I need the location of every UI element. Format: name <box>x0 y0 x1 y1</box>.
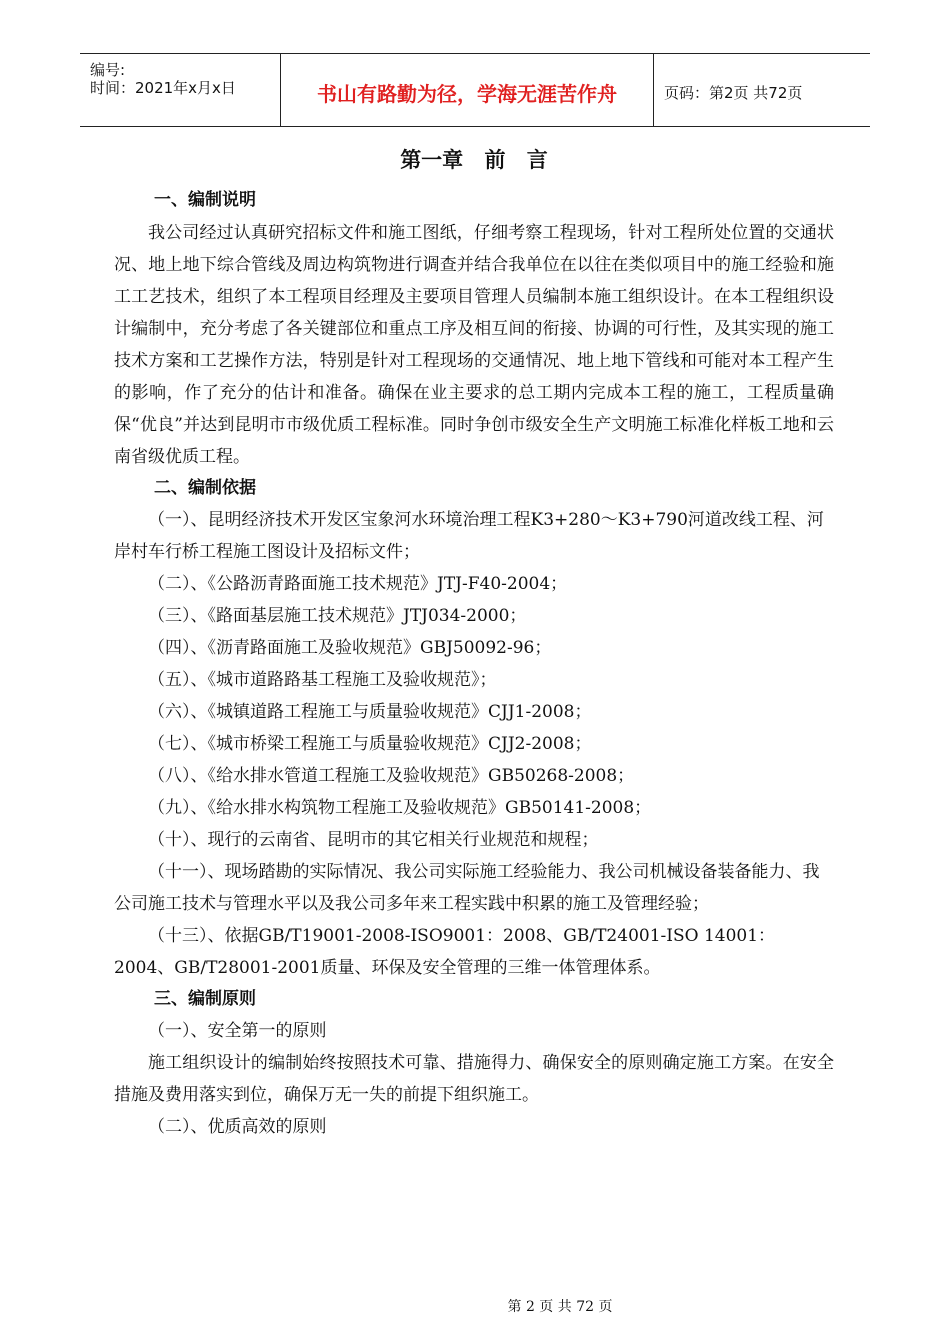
principle-item: （一）、安全第一的原则 <box>148 1021 327 1041</box>
page-header <box>80 53 870 127</box>
header-page-info: 页码：第2页 共72页 <box>664 84 803 102</box>
header-page-cell <box>654 54 870 126</box>
basis-item: （六）、《城镇道路工程施工与质量验收规范》CJJ1-2008； <box>148 702 592 722</box>
basis-item: （一）、昆明经济技术开发区宝象河水环境治理工程K3+280～K3+790河道改线工程、河岸村车行桥工程施工图设计及招标文件； <box>114 510 824 562</box>
page-footer: 第 2 页 共 72 页 <box>507 1299 613 1315</box>
basis-item: （九）、《给水排水构筑物工程施工及验收规范》GB50141-2008； <box>148 798 652 818</box>
basis-item: （十三）、依据GB/T19001-2008-ISO9001：2008、GB/T24001-ISO 14001：2004、GB/T28001-2001质量、环保及安全管理的三维一体管理体系。 <box>114 926 776 978</box>
basis-item: （十）、现行的云南省、昆明市的其它相关行业规范和规程； <box>148 830 599 850</box>
doc-date: 时间：2021年x月x日 <box>90 79 236 97</box>
basis-item: （十一）、现场踏勘的实际情况、我公司实际施工经验能力、我公司机械设备装备能力、我公司施工技术与管理水平以及我公司多年来工程实践中积累的施工及管理经验； <box>114 862 820 914</box>
basis-item: （七）、《城市桥梁工程施工与质量验收规范》CJJ2-2008； <box>148 734 592 754</box>
header-motto: 书山有路勤为径，学海无涯苦作舟 <box>317 82 617 106</box>
section-heading: 三、编制原则 <box>154 989 256 1009</box>
basis-item: （四）、《沥青路面施工及验收规范》GBJ50092-96； <box>148 638 552 658</box>
section-heading: 二、编制依据 <box>154 478 256 498</box>
chapter-title: 第一章 前 言 <box>400 148 548 172</box>
paragraph: 施工组织设计的编制始终按照技术可靠、措施得力、确保安全的原则确定施工方案。在安全措施及费用落实到位，确保万无一失的前提下组织施工。 <box>114 1053 834 1105</box>
basis-item: （二）、《公路沥青路面施工技术规范》JTJ-F40-2004； <box>148 574 568 594</box>
document-body <box>114 142 834 1143</box>
paragraph: 我公司经过认真研究招标文件和施工图纸，仔细考察工程现场，针对工程所处位置的交通状况、地上地下综合管线及周边构筑物进行调查并结合我单位在以往在类似项目中的施工经验和施工工艺技术，组织了本工程项目经理及主要项目管理人员编制本施工组织设计。在本工程组织设计编制中，充分考虑了各关键部位和重点工序及相互间的衔接、协调的可行性，及其实现的施工技术方案和工艺操作方法，特别是针对工程现场的交通情况、地上地下管线和可能对本工程产生的影响，作了充分的估计和准备。确保在业主要求的总工期内完成本工程的施工，工程质量确保“优良”并达到昆明市市级优质工程标准。同时争创市级安全生产文明施工标准化样板工地和云南省级优质工程。 <box>114 223 834 467</box>
basis-item: （八）、《给水排水管道工程施工及验收规范》GB50268-2008； <box>148 766 635 786</box>
header-meta-cell <box>80 54 281 126</box>
header-motto-cell <box>281 54 654 126</box>
basis-item: （三）、《路面基层施工技术规范》JTJ034-2000； <box>148 606 527 626</box>
principle-item: （二）、优质高效的原则 <box>148 1117 327 1137</box>
basis-item: （五）、《城市道路路基工程施工及验收规范》； <box>148 670 497 690</box>
section-heading: 一、编制说明 <box>154 190 256 210</box>
doc-number-label: 编号: <box>90 61 126 79</box>
